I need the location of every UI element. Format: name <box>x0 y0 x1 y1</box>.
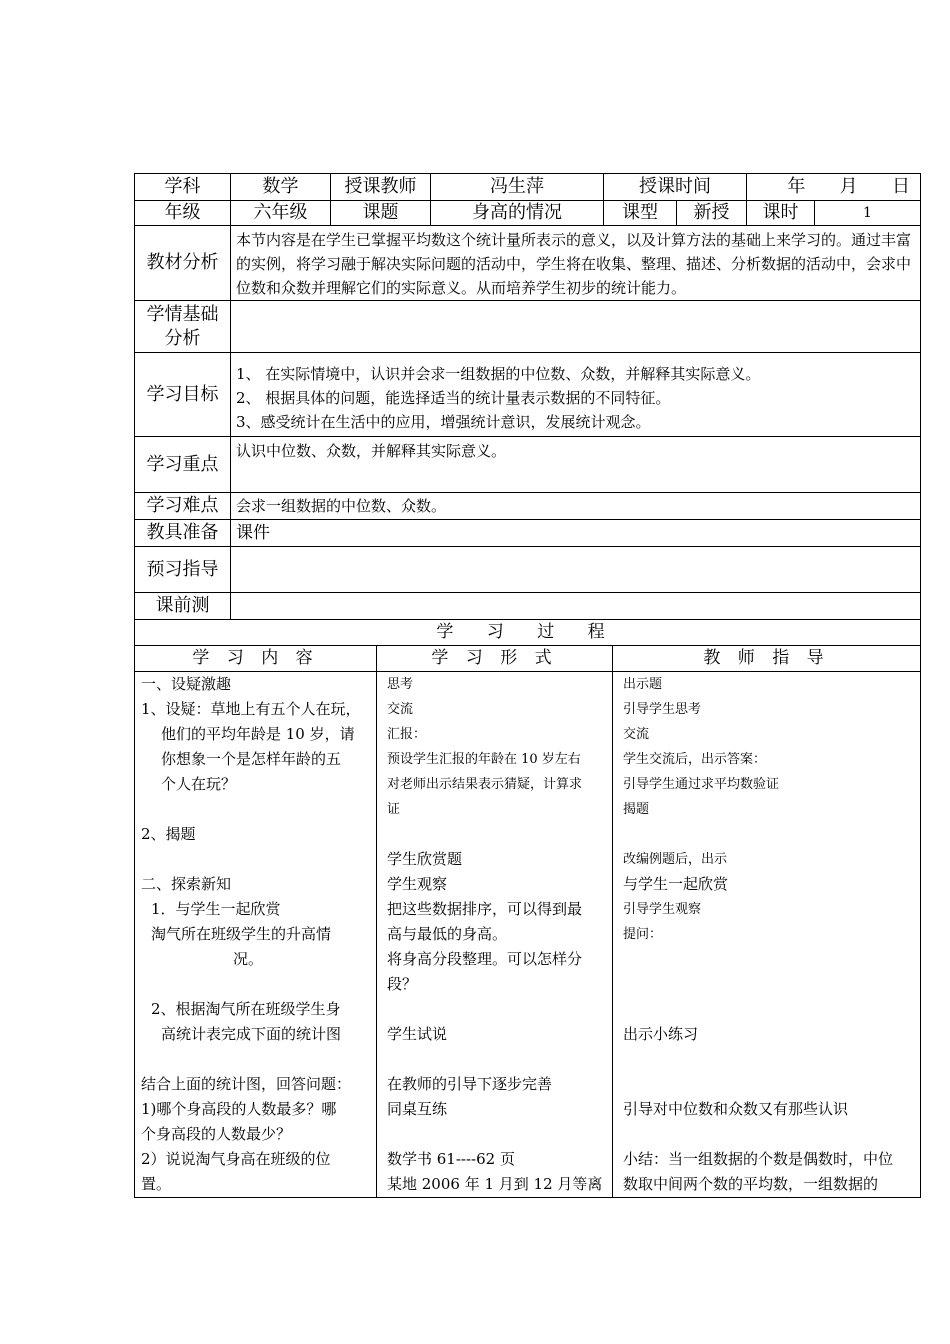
material-label: 教材分析 <box>135 226 231 301</box>
form-line: 预设学生汇报的年龄在 10 岁左右 <box>387 752 581 767</box>
situation-text <box>231 301 921 353</box>
goal-item: 2、 根据具体的问题，能选择适当的统计量表示数据的不同特征。 <box>236 388 671 407</box>
header-row-2 <box>135 201 921 226</box>
material-row <box>135 226 921 301</box>
content-line: 1)哪个身高段的人数最多？哪 <box>141 1100 337 1118</box>
content-line: 2）说说淘气身高在班级的位 <box>141 1150 331 1168</box>
col-form-header: 学 习 形 式 <box>377 646 613 672</box>
topic-value: 身高的情况 <box>431 201 604 226</box>
process-table <box>134 620 921 1198</box>
process-title-row <box>135 620 921 646</box>
form-line <box>387 822 606 847</box>
guide-line: 数取中间两个数的平均数，一组数据的 <box>623 1175 879 1193</box>
type-value: 新授 <box>677 201 747 226</box>
guide-line <box>623 972 914 997</box>
pretest-row <box>135 593 921 620</box>
process-header-row <box>135 646 921 672</box>
form-line: 在教师的引导下逐步完善 <box>387 1075 553 1093</box>
form-line: 汇报： <box>387 727 427 742</box>
guide-line <box>623 1047 914 1072</box>
subject-value: 数学 <box>231 174 331 201</box>
difficulty-row <box>135 493 921 520</box>
guide-line: 出示小练习 <box>623 1025 699 1043</box>
content-line: 2、根据淘气所在班级学生身 <box>151 1000 341 1018</box>
form-line: 同桌互练 <box>387 1100 448 1118</box>
content-line: 个身高段的人数最少？ <box>141 1125 292 1143</box>
header-row-1 <box>135 174 921 201</box>
content-line: 置。 <box>141 1175 172 1193</box>
key-label: 学习重点 <box>135 437 231 493</box>
form-line: 数学书 61----62 页 <box>387 1150 515 1168</box>
content-line: 一、设疑激趣 <box>141 675 232 693</box>
content-line <box>141 1047 370 1072</box>
goals-label: 学习目标 <box>135 353 231 437</box>
content-line: 1、设疑：草地上有五个人在玩， <box>141 700 361 718</box>
guide-line: 引导学生通过求平均数验证 <box>623 777 780 792</box>
goals-row <box>135 353 921 437</box>
key-row <box>135 437 921 493</box>
form-line: 证 <box>387 802 401 817</box>
form-line: 交流 <box>387 702 414 717</box>
key-text: 认识中位数、众数，并解释其实际意义。 <box>231 437 921 493</box>
situation-label: 学情基础分析 <box>135 301 231 353</box>
form-line: 将身高分段整理。可以怎样分 <box>387 950 583 968</box>
time-label: 授课时间 <box>604 174 747 201</box>
grade-label: 年级 <box>135 201 231 226</box>
form-line: 某地 2006 年 1 月到 12 月等离 <box>387 1175 603 1193</box>
process-title: 学 习 过 程 <box>135 620 921 646</box>
teacher-value: 冯生萍 <box>431 174 604 201</box>
form-line <box>387 997 606 1022</box>
content-line: 结合上面的统计图，回答问题： <box>141 1075 352 1093</box>
form-line: 高与最低的身高。 <box>387 925 508 943</box>
guide-line: 揭题 <box>623 802 650 817</box>
goals-list <box>231 353 921 437</box>
lesson-info-table <box>134 173 921 620</box>
preview-row <box>135 547 921 593</box>
guide-line <box>623 1122 914 1147</box>
hours-label: 课时 <box>747 201 815 226</box>
tools-text: 课件 <box>231 520 921 547</box>
content-line <box>141 797 370 822</box>
material-text: 本节内容是在学生已掌握平均数这个统计量所表示的意义，以及计算方法的基础上来学习的。通过丰富的实例，将学习融于解决实际问题的活动中，学生将在收集、整理、描述、分析数据的活动中，会求中位数和众数并理解它们的实际意义。从而培养学生初步的统计能力。 <box>231 226 921 301</box>
preview-label: 预习指导 <box>135 547 231 593</box>
guide-line: 改编例题后，出示 <box>623 852 728 867</box>
content-line: 1．与学生一起欣赏 <box>151 900 281 918</box>
situation-row <box>135 301 921 353</box>
guide-line <box>623 997 914 1022</box>
guide-line: 与学生一起欣赏 <box>623 875 729 893</box>
content-line: 高统计表完成下面的统计图 <box>161 1025 342 1043</box>
preview-text <box>231 547 921 593</box>
pretest-text <box>231 593 921 620</box>
form-line: 把这些数据排序，可以得到最 <box>387 900 583 918</box>
form-line <box>387 1047 606 1072</box>
form-line: 学生观察 <box>387 875 448 893</box>
guide-line: 学生交流后，出示答案： <box>623 752 767 767</box>
guide-line: 引导对中位数和众数又有那些认识 <box>623 1100 849 1118</box>
content-line <box>141 847 370 872</box>
guide-column <box>613 672 921 1198</box>
goal-item: 1、 在实际情境中，认识并会求一组数据的中位数、众数，并解释其实际意义。 <box>236 364 761 383</box>
guide-line: 引导学生思考 <box>623 702 702 717</box>
content-column <box>135 672 377 1198</box>
pretest-label: 课前测 <box>135 593 231 620</box>
guide-line: 交流 <box>623 727 650 742</box>
col-guide-header: 教 师 指 导 <box>613 646 921 672</box>
content-line: 况。 <box>233 950 264 968</box>
content-line: 他们的平均年龄是 10 岁，请 <box>161 725 355 743</box>
lesson-plan-sheet <box>134 173 920 1198</box>
form-line: 对老师出示结果表示猜疑，计算求 <box>387 777 583 792</box>
form-line <box>387 1122 606 1147</box>
difficulty-label: 学习难点 <box>135 493 231 520</box>
guide-line: 引导学生观察 <box>623 902 702 917</box>
tools-row <box>135 520 921 547</box>
content-line: 淘气所在班级学生的升高情 <box>151 925 332 943</box>
subject-label: 学科 <box>135 174 231 201</box>
form-line: 学生试说 <box>387 1025 448 1043</box>
content-line: 二、探索新知 <box>141 875 232 893</box>
content-line: 个人在玩？ <box>161 775 237 793</box>
hours-value: 1 <box>815 201 921 226</box>
form-line: 思考 <box>387 677 414 692</box>
form-line: 学生欣赏题 <box>387 850 463 868</box>
time-value: 年 月 日 <box>747 174 921 201</box>
form-line: 段？ <box>387 975 418 993</box>
guide-line <box>623 1072 914 1097</box>
guide-line: 小结：当一组数据的个数是偶数时，中位 <box>623 1150 894 1168</box>
guide-line: 出示题 <box>623 677 663 692</box>
guide-line <box>623 822 914 847</box>
form-column <box>377 672 613 1198</box>
grade-value: 六年级 <box>231 201 331 226</box>
tools-label: 教具准备 <box>135 520 231 547</box>
col-content-header: 学 习 内 容 <box>135 646 377 672</box>
goal-item: 3、感受统计在生活中的应用，增强统计意识，发展统计观念。 <box>236 412 651 431</box>
process-body-row <box>135 672 921 1198</box>
type-label: 课型 <box>604 201 677 226</box>
content-line: 2、揭题 <box>141 825 196 843</box>
guide-line: 提问： <box>623 927 663 942</box>
content-line <box>141 972 370 997</box>
content-line: 你想象一个是怎样年龄的五 <box>161 750 342 768</box>
guide-line <box>623 947 914 972</box>
difficulty-text: 会求一组数据的中位数、众数。 <box>231 493 921 520</box>
topic-label: 课题 <box>331 201 431 226</box>
teacher-label: 授课教师 <box>331 174 431 201</box>
